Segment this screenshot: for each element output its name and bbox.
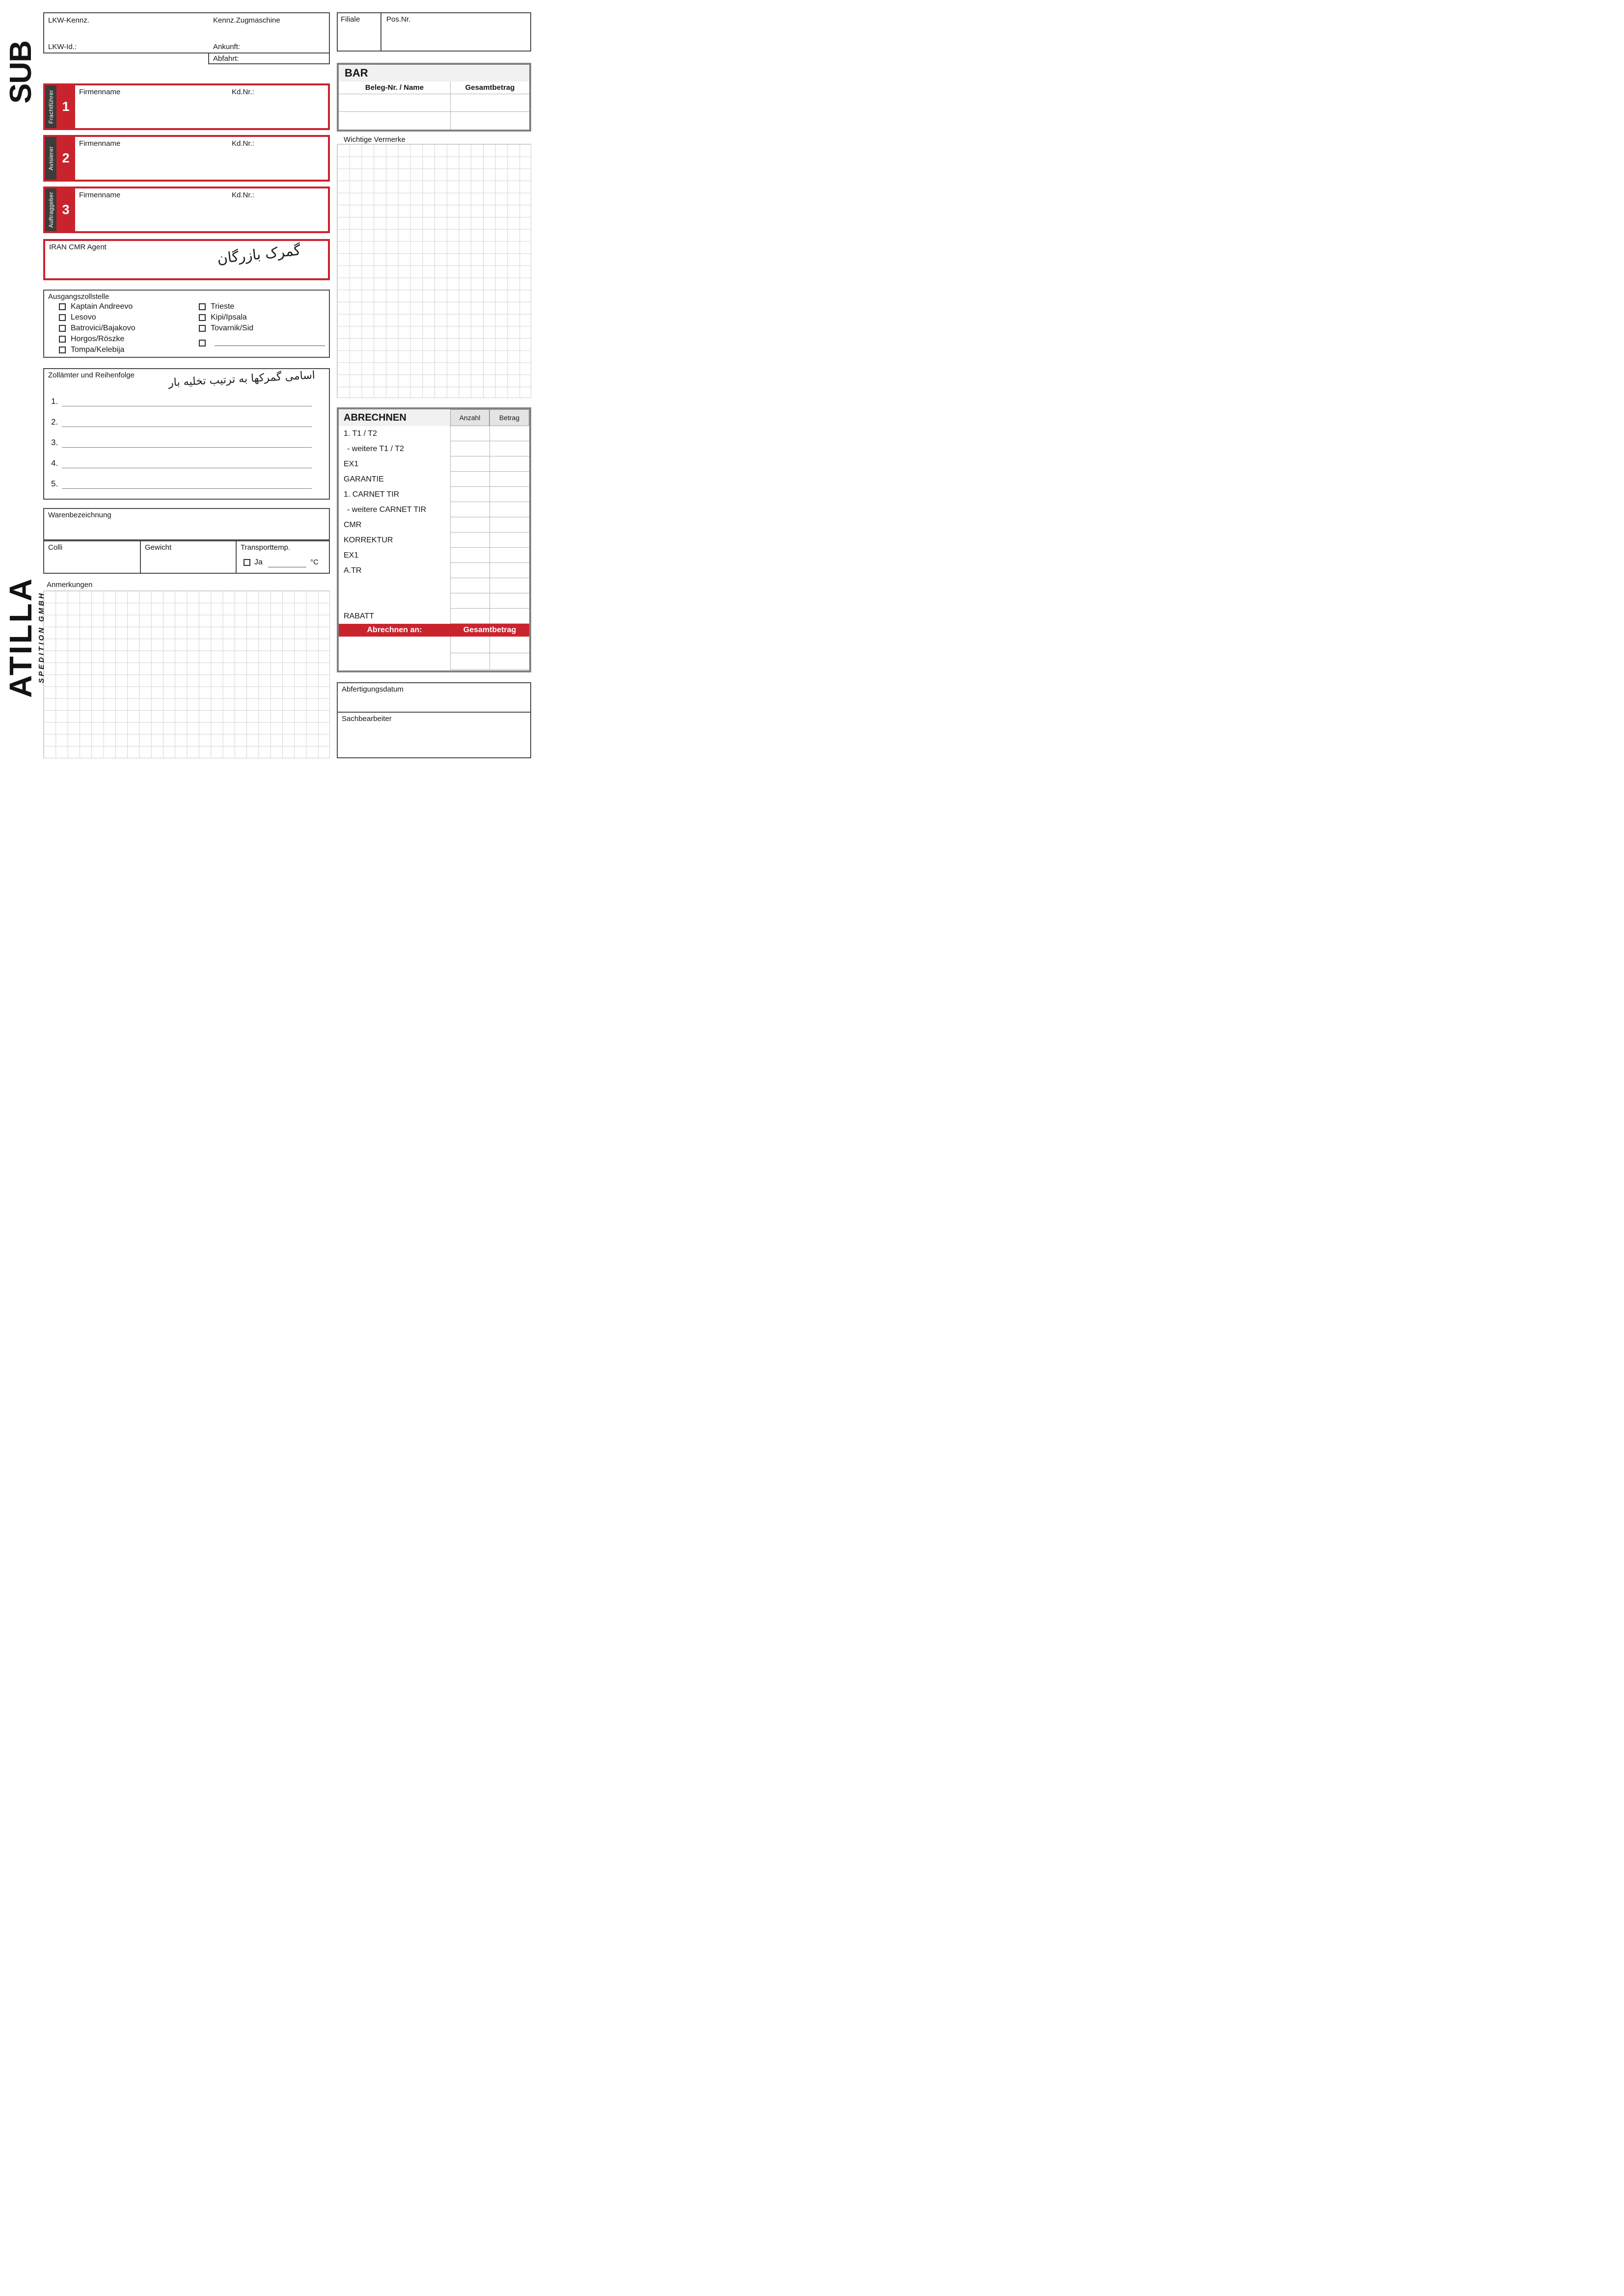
zollamt-line-2 — [51, 415, 312, 427]
ja-label: Ja — [254, 558, 263, 566]
gewicht-label: Gewicht — [145, 543, 172, 552]
abrechnen-footer-row — [339, 653, 529, 670]
checkbox-label: Tovarnik/Sid — [211, 324, 254, 332]
row-label: CMR — [344, 520, 362, 529]
abrechnen-row-t1t2 — [339, 426, 529, 441]
bar-name-cell[interactable] — [339, 112, 450, 130]
abrechnen-row-empty — [339, 578, 529, 593]
zollaemter-label: Zollämter und Reihenfolge — [48, 371, 135, 379]
warenbezeichnung-box[interactable] — [43, 508, 330, 540]
iran-cmr-agent-box[interactable] — [43, 239, 330, 280]
abrechnen-row-ex1 — [339, 456, 529, 472]
write-line[interactable] — [62, 437, 312, 448]
bar-amount-cell[interactable] — [450, 94, 529, 111]
wichtige-vermerke-grid-area[interactable] — [337, 144, 531, 398]
gesamtbetrag-label: Gesamtbetrag — [463, 626, 516, 634]
zollamt-line-3 — [51, 436, 312, 448]
bar-header-row — [339, 81, 529, 94]
party-fill-area[interactable] — [75, 85, 328, 128]
anzahl-cell[interactable] — [450, 548, 489, 563]
checkbox-label: Trieste — [211, 302, 235, 311]
checkbox-horgos-roeszke[interactable] — [59, 336, 66, 343]
colli-label: Colli — [48, 543, 63, 552]
betrag-cell[interactable] — [489, 487, 529, 502]
posnr-label: Pos.Nr. — [386, 15, 411, 24]
abrechnen-footer-row — [339, 637, 529, 653]
bar-name-cell[interactable] — [339, 94, 450, 111]
anzahl-column-header: Anzahl — [450, 409, 489, 426]
betrag-cell[interactable] — [489, 502, 529, 517]
party-number-badge: 2 — [56, 137, 75, 180]
sachbearbeiter-box[interactable] — [337, 712, 531, 758]
line-number: 5. — [51, 479, 58, 488]
lkw-kennz-label: LKW-Kennz. — [48, 16, 89, 25]
abfertigungsdatum-label: Abfertigungsdatum — [342, 685, 404, 694]
checkbox-transporttemp-ja[interactable] — [244, 559, 250, 566]
betrag-cell[interactable] — [489, 517, 529, 533]
zollamt-line-1 — [51, 395, 312, 406]
kennz-zugmaschine-label: Kennz.Zugmaschine — [213, 16, 280, 25]
party-role-strip — [45, 137, 56, 180]
row-label: A.TR — [344, 566, 362, 575]
party-number-badge: 1 — [56, 85, 75, 128]
checkbox-label: Lesovo — [71, 313, 96, 321]
checkbox-lesovo[interactable] — [59, 314, 66, 321]
betrag-cell[interactable] — [489, 456, 529, 472]
anzahl-cell[interactable] — [450, 517, 489, 533]
betrag-cell[interactable] — [489, 593, 529, 609]
wichtige-vermerke-label: Wichtige Vermerke — [344, 135, 406, 144]
ausgangszollstelle-label: Ausgangszollstelle — [48, 293, 109, 301]
filiale-label: Filiale — [341, 15, 360, 24]
transporttemp-label: Transporttemp. — [241, 543, 291, 552]
kdnr-label: Kd.Nr.: — [232, 139, 254, 148]
truck-header-box[interactable] — [43, 12, 330, 53]
anzahl-cell[interactable] — [450, 441, 489, 456]
row-label: 1. CARNET TIR — [344, 490, 400, 499]
handwriting-farsi-customs: گمرک بازرگان — [217, 241, 302, 267]
betrag-cell[interactable] — [489, 653, 529, 670]
abrechnen-row-atr — [339, 563, 529, 578]
bar-row — [339, 94, 529, 112]
line-number: 4. — [51, 458, 58, 468]
write-line[interactable] — [62, 457, 312, 468]
abfahrt-box[interactable] — [208, 53, 330, 64]
anzahl-cell[interactable] — [450, 609, 489, 624]
party-box-avisierer — [43, 135, 330, 182]
logo-subtitle: SPEDITION GMBH — [37, 591, 46, 683]
row-label: - weitere T1 / T2 — [347, 444, 404, 453]
zollaemter-box — [43, 368, 330, 500]
anzahl-cell[interactable] — [450, 502, 489, 517]
abrechnen-an-label: Abrechnen an: — [367, 626, 422, 634]
checkbox-label: Batrovici/Bajakovo — [71, 324, 135, 332]
row-label — [339, 578, 450, 593]
checkbox-label: Kipi/Ipsala — [211, 313, 247, 321]
firmenname-label: Firmenname — [79, 88, 121, 96]
line-number: 3. — [51, 438, 58, 447]
party-role-label: Avisierer — [47, 146, 54, 171]
abrechnen-title: ABRECHNEN — [344, 412, 406, 423]
anzahl-cell[interactable] — [450, 426, 489, 441]
gewicht-box[interactable] — [140, 540, 237, 574]
checkbox-batrovici-bajakovo[interactable] — [59, 325, 66, 332]
anmerkungen-grid-area[interactable] — [43, 590, 330, 758]
firmenname-label: Firmenname — [79, 139, 121, 148]
kdnr-label: Kd.Nr.: — [232, 191, 254, 199]
betrag-cell[interactable] — [489, 637, 529, 653]
abrechnen-row-carnet-tir — [339, 487, 529, 502]
row-label: GARANTIE — [344, 475, 384, 483]
anzahl-cell[interactable] — [450, 593, 489, 609]
lkw-id-label: LKW-Id.: — [48, 43, 77, 51]
party-fill-area[interactable] — [75, 188, 328, 231]
betrag-cell[interactable] — [489, 548, 529, 563]
sub-logo: SUB — [4, 41, 38, 104]
filiale-box[interactable] — [337, 12, 381, 52]
line-number: 2. — [51, 417, 58, 427]
transporttemp-box — [236, 540, 330, 574]
abrechnen-row-garantie — [339, 472, 529, 487]
zollamt-line-5 — [51, 477, 312, 489]
abrechnen-row-weitere-carnet-tir — [339, 502, 529, 517]
sachbearbeiter-label: Sachbearbeiter — [342, 715, 392, 723]
colli-box[interactable] — [43, 540, 141, 574]
zollamt-line-4 — [51, 456, 312, 468]
row-label: - weitere CARNET TIR — [347, 505, 427, 514]
abrechnen-section — [337, 407, 531, 672]
row-label: 1. T1 / T2 — [344, 429, 377, 438]
checkbox-kipi-ipsala[interactable] — [199, 314, 206, 321]
anzahl-cell[interactable] — [450, 472, 489, 487]
bar-title: BAR — [339, 65, 529, 81]
abrechnen-row-rabatt — [339, 609, 529, 624]
checkbox-label: Tompa/Kelebija — [71, 346, 125, 354]
anmerkungen-label: Anmerkungen — [47, 581, 93, 589]
party-role-strip — [45, 188, 56, 231]
anzahl-cell[interactable] — [450, 653, 489, 670]
abfertigungsdatum-box[interactable] — [337, 682, 531, 713]
abrechnen-row-cmr — [339, 517, 529, 533]
betrag-cell[interactable] — [489, 578, 529, 593]
warenbezeichnung-label: Warenbezeichnung — [48, 511, 111, 519]
betrag-column-header: Betrag — [489, 409, 529, 426]
line-number: 1. — [51, 397, 58, 406]
bar-col-name-header: Beleg-Nr. / Name — [365, 83, 424, 92]
anzahl-cell[interactable] — [450, 637, 489, 653]
row-label — [339, 593, 450, 609]
abrechnen-footer-bar — [339, 624, 529, 637]
bar-row — [339, 112, 529, 130]
ausgangszollstelle-box — [43, 290, 330, 358]
row-label — [339, 637, 450, 653]
checkbox-kaptain-andreevo[interactable] — [59, 303, 66, 310]
anzahl-cell[interactable] — [450, 563, 489, 578]
party-number-badge: 3 — [56, 188, 75, 231]
write-line[interactable] — [62, 416, 312, 427]
party-box-auftraggeber — [43, 187, 330, 233]
row-label: KORREKTUR — [344, 535, 393, 544]
betrag-cell[interactable] — [489, 609, 529, 624]
abrechnen-row-weitere-t1t2 — [339, 441, 529, 456]
anzahl-cell[interactable] — [450, 487, 489, 502]
bar-amount-cell[interactable] — [450, 112, 529, 130]
checkbox-tovarnik-sid[interactable] — [199, 325, 206, 332]
logo-name: ATILLA — [3, 576, 38, 698]
bar-col-amount-header: Gesamtbetrag — [450, 81, 529, 94]
write-line[interactable] — [62, 478, 312, 489]
row-label: EX1 — [344, 551, 359, 560]
form-page — [0, 0, 541, 765]
betrag-cell[interactable] — [489, 533, 529, 548]
firmenname-label: Firmenname — [79, 191, 121, 199]
checkbox-label: Kaptain Andreevo — [71, 302, 133, 311]
ankunft-label: Ankunft: — [213, 43, 241, 51]
kdnr-label: Kd.Nr.: — [232, 88, 254, 96]
handwriting-farsi-order: اسامی گمرکها به ترتیب تخلیه بار — [168, 369, 316, 389]
party-role-label: Frachtführer — [47, 90, 54, 124]
abfahrt-label: Abfahrt: — [213, 54, 239, 63]
anzahl-cell[interactable] — [450, 533, 489, 548]
abrechnen-row-empty — [339, 593, 529, 609]
checkbox-tompa-kelebija[interactable] — [59, 347, 66, 353]
row-label: RABATT — [344, 612, 374, 620]
betrag-cell[interactable] — [489, 426, 529, 441]
row-label: EX1 — [344, 459, 359, 468]
party-role-label: Auftraggeber — [47, 192, 54, 228]
party-box-frachtfuehrer — [43, 83, 330, 130]
checkbox-other-zollstelle[interactable] — [199, 340, 206, 347]
party-fill-area[interactable] — [75, 137, 328, 180]
betrag-cell[interactable] — [489, 563, 529, 578]
betrag-cell[interactable] — [489, 472, 529, 487]
checkbox-label: Horgos/Röszke — [71, 335, 125, 343]
celsius-label: °C — [310, 558, 319, 566]
betrag-cell[interactable] — [489, 441, 529, 456]
posnr-box[interactable] — [380, 12, 531, 52]
checkbox-trieste[interactable] — [199, 303, 206, 310]
iran-cmr-agent-label: IRAN CMR Agent — [49, 243, 107, 251]
abrechnen-row-korrektur — [339, 533, 529, 548]
abrechnen-header — [339, 409, 529, 426]
party-role-strip — [45, 85, 56, 128]
anzahl-cell[interactable] — [450, 578, 489, 593]
row-label — [339, 653, 450, 670]
bar-section — [337, 63, 531, 132]
write-line[interactable] — [62, 396, 312, 406]
anzahl-cell[interactable] — [450, 456, 489, 472]
company-logo — [3, 554, 46, 721]
abrechnen-row-ex1-2 — [339, 548, 529, 563]
